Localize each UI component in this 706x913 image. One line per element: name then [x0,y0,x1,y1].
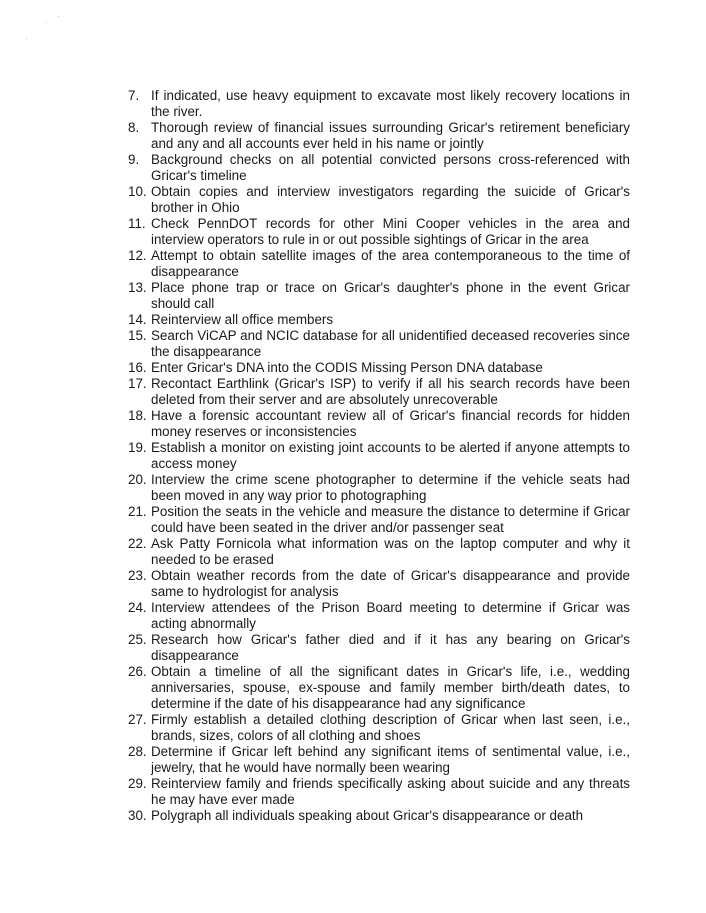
list-item [128,712,630,744]
list-item [128,600,630,632]
scan-speck [26,38,27,39]
list-item [128,776,630,808]
item-text: Thorough review of financial issues surrounding Gricar's retirement beneficiary and any and all accounts ever held in his name or jointly [151,120,630,151]
item-text: Interview the crime scene photographer to determine if the vehicle seats had been moved in any way prior to photographing [151,472,630,503]
item-number: 14. [128,312,147,327]
item-text: Obtain weather records from the date of Gricar's disappearance and provide same to hydrologist for analysis [151,568,630,599]
list-item [128,376,630,408]
item-number: 28. [128,744,147,759]
item-number: 25. [128,632,147,647]
item-text: Interview attendees of the Prison Board meeting to determine if Gricar was acting abnormally [151,600,630,631]
list-item [128,632,630,664]
list-item [128,504,630,536]
item-number: 23. [128,568,147,583]
list-item [128,744,630,776]
list-item [128,184,630,216]
item-number: 27. [128,712,147,727]
list-item [128,120,630,152]
item-text: Background checks on all potential convicted persons cross-referenced with Gricar's timeline [151,152,630,183]
item-text: Search ViCAP and NCIC database for all unidentified deceased recoveries since the disappearance [151,328,630,359]
list-item [128,536,630,568]
item-number: 21. [128,504,147,519]
item-text: Research how Gricar's father died and if it has any bearing on Gricar's disappearance [151,632,630,663]
item-number: 16. [128,360,147,375]
list-item [128,440,630,472]
item-number: 11. [128,216,146,231]
item-text: Firmly establish a detailed clothing description of Gricar when last seen, i.e., brands, sizes, colors of all clothing and shoes [151,712,630,743]
item-text: Reinterview family and friends specifically asking about suicide and any threats he may have ever made [151,776,630,807]
item-number: 18. [128,408,147,423]
list-item [128,408,630,440]
item-text: Obtain copies and interview investigators regarding the suicide of Gricar's brother in Ohio [151,184,630,215]
list-item [128,328,630,360]
scan-speck [58,16,59,17]
list-item [128,88,630,120]
item-text: Position the seats in the vehicle and measure the distance to determine if Gricar could have been seated in the driver and/or passenger seat [151,504,630,535]
item-text: Reinterview all office members [151,312,334,327]
item-text: Enter Gricar's DNA into the CODIS Missing Person DNA database [151,360,543,375]
item-number: 30. [128,808,147,823]
list-item [128,808,630,824]
item-number: 9. [128,152,140,167]
list-item [128,664,630,712]
numbered-task-list [128,88,630,824]
item-number: 10. [128,184,147,199]
item-number: 8. [128,120,140,135]
item-text: If indicated, use heavy equipment to excavate most likely recovery locations in the river. [151,88,630,119]
list-item [128,568,630,600]
item-text: Obtain a timeline of all the significant dates in Gricar's life, i.e., wedding anniversaries, spouse, ex-spouse and family member birth/death dates, to determine if the date of his disappearance had any significance [151,664,630,711]
item-text: Polygraph all individuals speaking about Gricar's disappearance or death [151,808,584,823]
list-item [128,312,630,328]
item-number: 22. [128,536,147,551]
list-item [128,472,630,504]
item-number: 29. [128,776,147,791]
item-text: Attempt to obtain satellite images of the area contemporaneous to the time of disappearance [151,248,630,279]
item-number: 20. [128,472,147,487]
item-number: 19. [128,440,147,455]
item-number: 26. [128,664,147,679]
scan-artifacts [0,0,80,60]
list-item [128,248,630,280]
list-item [128,216,630,248]
list-item [128,280,630,312]
item-number: 15. [128,328,147,343]
item-text: Establish a monitor on existing joint accounts to be alerted if anyone attempts to access money [151,440,630,471]
item-number: 24. [128,600,147,615]
item-number: 13. [128,280,147,295]
item-number: 17. [128,376,147,391]
item-text: Ask Patty Fornicola what information was on the laptop computer and why it needed to be erased [151,536,630,567]
item-text: Check PennDOT records for other Mini Cooper vehicles in the area and interview operators to rule in or out possible sightings of Gricar in the area [151,216,630,247]
list-item [128,152,630,184]
scan-speck [46,22,47,23]
item-number: 12. [128,248,147,263]
list-item [128,360,630,376]
item-number: 7. [128,88,140,103]
item-text: Place phone trap or trace on Gricar's daughter's phone in the event Gricar should call [151,280,630,311]
item-text: Recontact Earthlink (Gricar's ISP) to verify if all his search records have been deleted from their server and are absolutely unrecoverable [151,376,630,407]
item-text: Have a forensic accountant review all of Gricar's financial records for hidden money reserves or inconsistencies [151,408,630,439]
item-text: Determine if Gricar left behind any significant items of sentimental value, i.e., jewelry, that he would have normally been wearing [151,744,630,775]
